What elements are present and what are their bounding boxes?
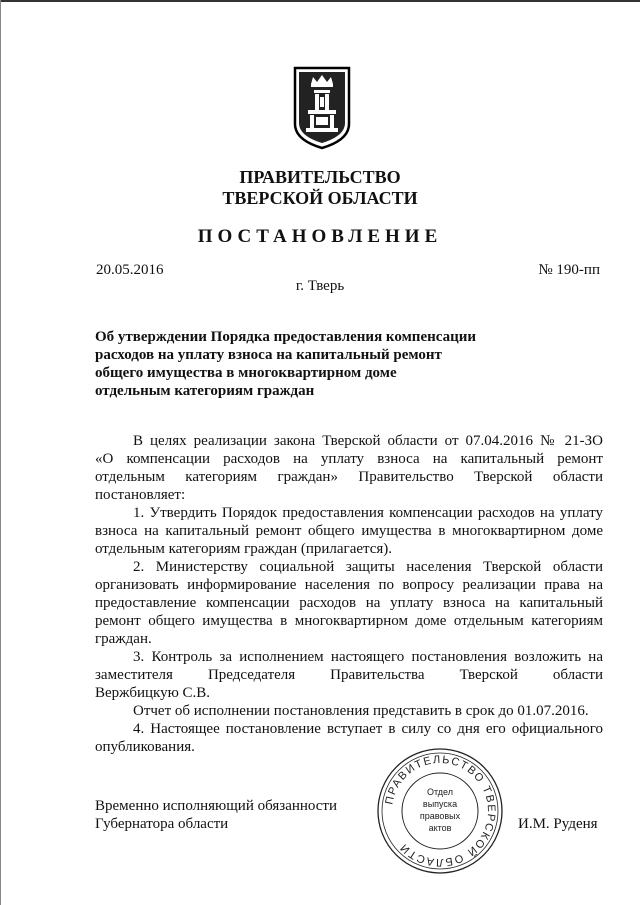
signatory-position-line1: Временно исполняющий обязанности xyxy=(95,798,338,814)
paragraph-3-line: 3. Контроль за исполнением настоящего постановления возложить на xyxy=(133,649,603,665)
coat-of-arms-emblem xyxy=(293,66,351,150)
subject-line: общего имущества в многоквартирном доме xyxy=(95,365,397,381)
paragraph-2: 2. Министерству социальной защиты населения Тверской области организовать информирование населения по вопросу реализации права на предоставление компенсации расходов на уплату взноса на капитальный ремонт общего имущества в многоквартирном доме отдельным категориям граждан. xyxy=(95,559,603,647)
official-stamp xyxy=(376,747,504,875)
scan-edge-left xyxy=(0,0,1,905)
intro-line: В целях реализации закона Тверской области от 07.04.2016 № 21-ЗО xyxy=(133,433,603,449)
paragraph-3-line: Вержбицкую С.В. xyxy=(95,685,211,701)
stamp-line1: Отдел xyxy=(426,787,454,797)
stamp-ring-text: ПРАВИТЕЛЬСТВО ТВЕРСКОЙ ОБЛАСТИ xyxy=(383,753,498,869)
scan-edge-top xyxy=(0,0,640,2)
intro-line: «О компенсации расходов на уплату взноса на капитальный ремонт xyxy=(95,451,603,467)
subject-line: Об утверждении Порядка предоставления компенсации xyxy=(95,329,477,345)
document-subject xyxy=(95,328,515,400)
stamp-line3: правовых xyxy=(419,811,461,821)
paragraph-3-report: Отчет об исполнении постановления представить в срок до 01.07.2016. xyxy=(133,703,589,719)
paragraph-4: 4. Настоящее постановление вступает в силу со дня его официального опубликования. xyxy=(95,721,603,755)
stamp-line4: актов xyxy=(428,823,452,833)
intro-line: постановляет: xyxy=(95,487,186,503)
document-date: 20.05.2016 xyxy=(96,262,164,278)
subject-line: расходов на уплату взноса на капитальный ремонт xyxy=(95,347,442,363)
paragraph-1: 1. Утвердить Порядок предоставления компенсации расходов на уплату взноса на капитальный ремонт общего имущества в многоквартирном доме отдельным категориям граждан (прилагается). xyxy=(95,505,603,557)
signatory-position-line2: Губернатора области xyxy=(95,816,229,832)
document-number: № 190-пп xyxy=(538,262,600,278)
paragraph-3-line: заместителя Председателя Правительства Тверской области xyxy=(95,667,603,683)
document-city: г. Тверь xyxy=(295,278,345,294)
government-title-line1: ПРАВИТЕЛЬСТВО xyxy=(239,167,401,187)
stamp-line2: выпуска xyxy=(422,799,458,809)
document-body xyxy=(95,432,603,756)
subject-line: отдельным категориям граждан xyxy=(95,383,315,399)
intro-line: отдельным категориям граждан» Правительство Тверской области xyxy=(95,469,603,485)
document-type-title: ПОСТАНОВЛЕНИЕ xyxy=(197,226,443,247)
government-title-line2: ТВЕРСКОЙ ОБЛАСТИ xyxy=(222,188,418,208)
signatory-name: И.М. Руденя xyxy=(518,816,598,832)
